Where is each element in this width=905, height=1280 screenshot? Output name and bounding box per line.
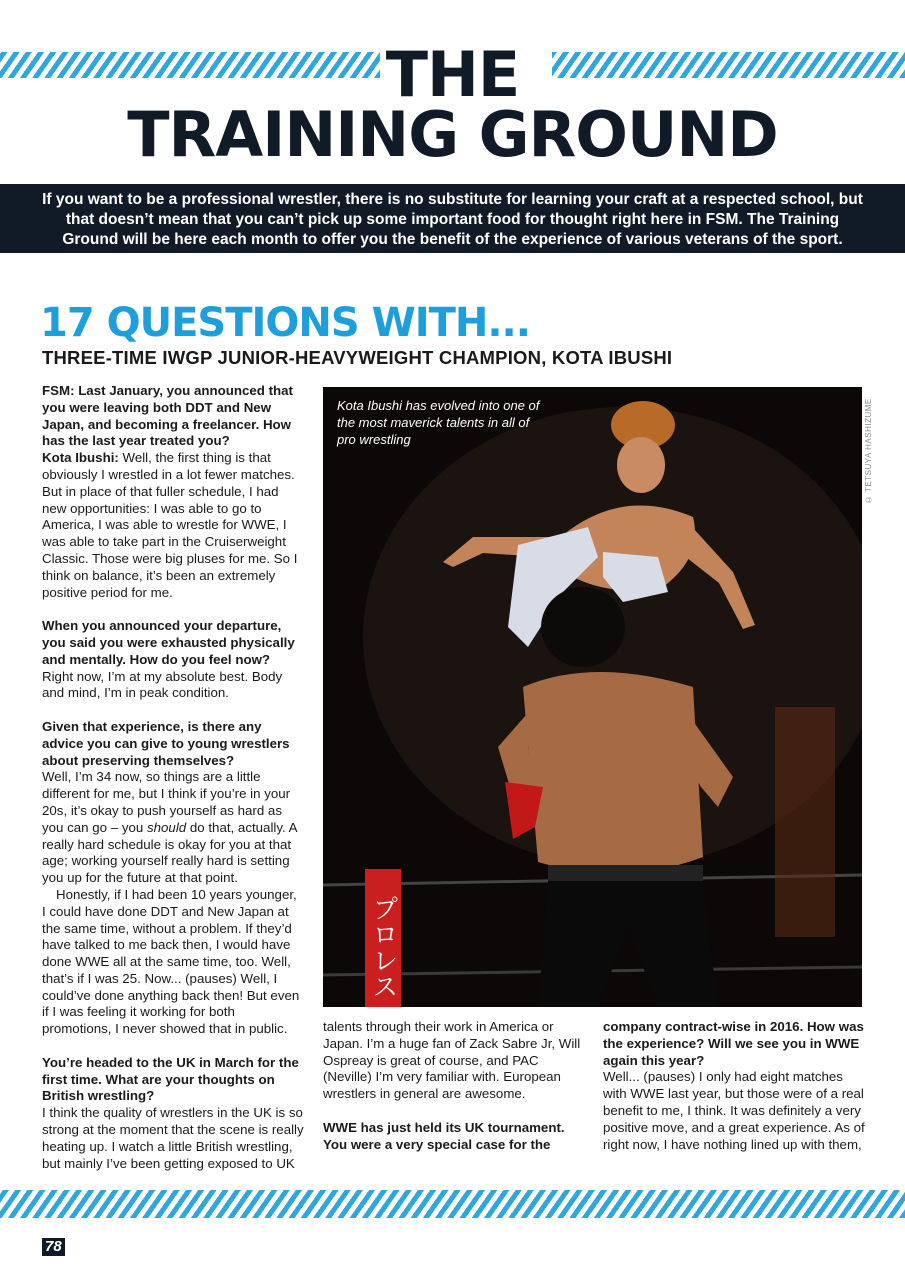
qa-block-5 [603,1019,865,1153]
answer-3 [42,769,304,887]
question-2: When you announced your departure, you said you were exhausted physically and mentally. How do you feel now? [42,618,295,667]
text-column-right [603,1019,865,1153]
page-number: 78 [42,1238,65,1256]
text-column-middle [323,1019,585,1153]
qa-block-3 [42,719,304,887]
question-5-part1-block [323,1120,585,1154]
photo-credit: © TETSUYA HASHIZUME [864,398,873,504]
answer-5: Well... (pauses) I only had eight matches with WWE last year, but those were of a real benefit to me, I think. It was definitely a very positive move, and a great experience. As of right now, I have nothing lined up with them, [603,1069,865,1152]
question-5-part2: company contract-wise in 2016. How was the experience? Will we see you in WWE again this year? [603,1019,864,1068]
qa-block-2 [42,618,304,702]
question-3: Given that experience, is there any advice you can give to young wrestlers about preserving themselves? [42,718,290,768]
question-5-part1: WWE has just held its UK tournament. You were a very special case for the [323,1119,565,1152]
answer-3-emphasis: should [146,819,187,835]
ring-banner-text: プロレス [368,895,398,999]
intro-text-before: If you want to be a professional wrestler, there is no substitute for learning your craft at a respected school, but that doesn’t mean that you can’t pick up some important food for thought right here in [42,191,863,228]
answer-4-part2: talents through their work in America or Japan. I’m a huge fan of Zack Sabre Jr, Will Ospreay is great of course, and PAC (Neville) I’m very familiar with. European wrestlers in general are awesome. [323,1019,581,1102]
question-1: FSM: Last January, you announced that you were leaving both DDT and New Japan, and becoming a freelancer. How has the last year treated you? [42,383,293,449]
page-title-line-2: TRAINING GROUND [127,98,778,171]
page-title-line-1: THE [385,38,520,111]
intro-band [0,184,905,253]
answer-3-paragraph-2: Honestly, if I had been 10 years younger, I could have done DDT and New Japan at the same time, without a problem. If they’d have talked to me back then, I would have done WWE all at the same time, too. Well, that’s if I was 25. Now... (pauses) Well, I could’ve done anything back then! But even if I was feeling it working for both promotions, I never showed that in public. [42,886,300,1037]
qa-block-4 [42,1055,304,1173]
qa-block-1 [42,383,304,601]
photo-caption: Kota Ibushi has evolved into one of the most maverick talents in all of pro wrestling [337,398,540,447]
text-column-left [42,383,304,1172]
wrestling-photo [323,387,862,1007]
question-4: You’re headed to the UK in March for the first time. What are your thoughts on British wrestling? [42,1054,299,1104]
answer-4-part1: I think the quality of wrestlers in the UK is so strong at the moment that the scene is really heating up. I watch a little British wrestling, but mainly I’ve been getting exposed to UK [42,1105,304,1171]
article-headline: 17 QUESTIONS WITH... [40,300,530,346]
decorative-stripe-bottom [0,1190,905,1218]
article-subhead: THREE-TIME IWGP JUNIOR-HEAVYWEIGHT CHAMPION, KOTA IBUSHI [42,347,673,368]
answer-1 [42,450,304,601]
intro-text-after: . The Training Ground will be here each month to offer you the benefit of the experience of various veterans of the sport. [62,211,843,248]
wrestling-photo-illustration [323,387,862,1007]
answer-3-part2: do that, actually. A really hard schedule is okay for you at that age; working yourself really hard is setting you up for the future at that point. [42,819,297,886]
answer-2: Right now, I’m at my absolute best. Body and mind, I’m in peak condition. [42,668,283,701]
answer-1-text: Well, the first thing is that obviously I wrestled in a lot fewer matches. But in place of that fuller schedule, I had new opportunities: I was able to go to America, I was able to wrestle for WWE, I was able to take part in the Cruiserweight Classic. Those were big pluses for me. So I think on balance, it’s been an extremely positive period for me. [42,450,298,600]
answer-3-part1: Well, I’m 34 now, so things are a little different for me, but I think if you’re in your 20s, it’s okay to push yourself as hard as you can go – you [42,769,291,835]
intro-fsm: FSM [705,211,739,228]
answer-1-speaker: Kota Ibushi: [42,450,119,466]
